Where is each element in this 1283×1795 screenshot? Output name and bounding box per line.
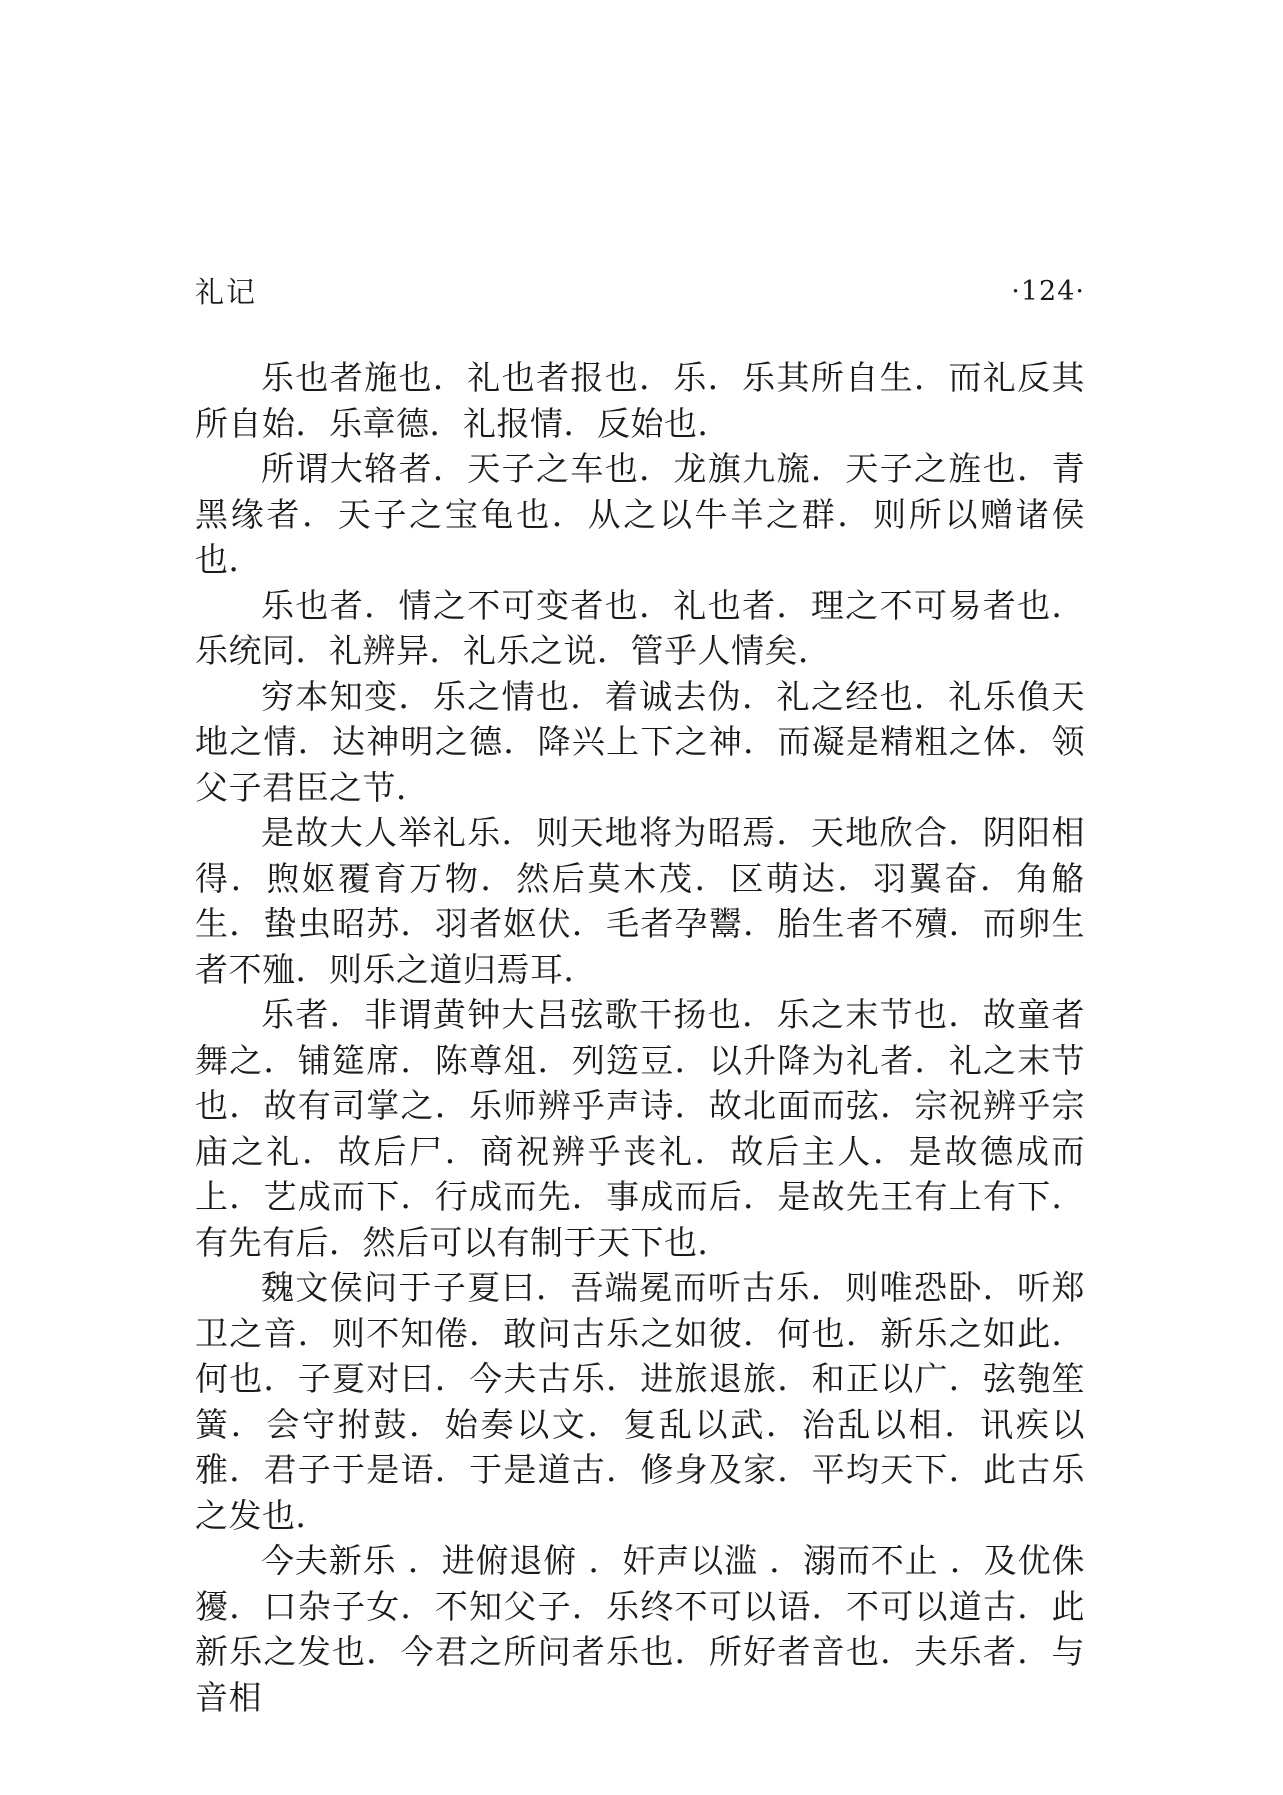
body-text: [195, 355, 1085, 1720]
paragraph: 今夫新乐 ．进俯退俯 ．奸声以滥 ．溺而不止 ．及优侏獶．口杂子女．不知父子．乐终不可以语．不可以道古．此新乐之发也．今君之所问者乐也．所好者音也．夫乐者．与音相: [195, 1541, 1085, 1717]
paragraph: 魏文侯问于子夏曰．吾端冕而听古乐．则唯恐卧．听郑卫之音．则不知倦．敢问古乐之如彼．何也．新乐之如此．何也．子夏对曰．今夫古乐．进旅退旅．和正以广．弦匏笙簧．会守拊鼓．始奏以文．复乱以武．治乱以相．讯疾以雅．君子于是语．于是道古．修身及家．平均天下．此古乐之发也．: [195, 1268, 1085, 1535]
paragraph: 所谓大辂者．天子之车也．龙旗九旒．天子之旌也．青黑缘者．天子之宝龟也．从之以牛羊之群．则所以赠诸侯也．: [195, 449, 1085, 579]
paragraph: 是故大人举礼乐．则天地将为昭焉．天地欣合．阴阳相得．煦妪覆育万物．然后莫木茂．区萌达．羽翼奋．角觡生．蛰虫昭苏．羽者妪伏．毛者孕鬻．胎生者不殰．而卵生者不殈．则乐之道归焉耳．: [195, 813, 1085, 989]
paragraph: 乐也者．情之不可变者也．礼也者．理之不可易者也．乐统同．礼辨异．礼乐之说．管乎人情矣．: [195, 585, 1085, 670]
page-number: ·124·: [1011, 276, 1085, 307]
paragraph: 乐也者施也．礼也者报也．乐．乐其所自生．而礼反其所自始．乐章德．礼报情．反始也．: [195, 358, 1085, 443]
running-header: [195, 270, 1085, 314]
paragraph: 穷本知变．乐之情也．着诚去伪．礼之经也．礼乐偩天地之情．达神明之德．降兴上下之神．而凝是精粗之体．领父子君臣之节．: [195, 676, 1085, 807]
book-title: 礼记: [195, 275, 258, 309]
paragraph: 乐者．非谓黄钟大吕弦歌干扬也．乐之末节也．故童者舞之．铺筵席．陈尊俎．列笾豆．以升降为礼者．礼之末节也．故有司掌之．乐师辨乎声诗．故北面而弦．宗祝辨乎宗庙之礼．故后尸．商祝辨乎丧礼．故后主人．是故德成而上．艺成而下．行成而先．事成而后．是故先王有上有下．有先有后．然后可以有制于天下也．: [195, 995, 1085, 1262]
